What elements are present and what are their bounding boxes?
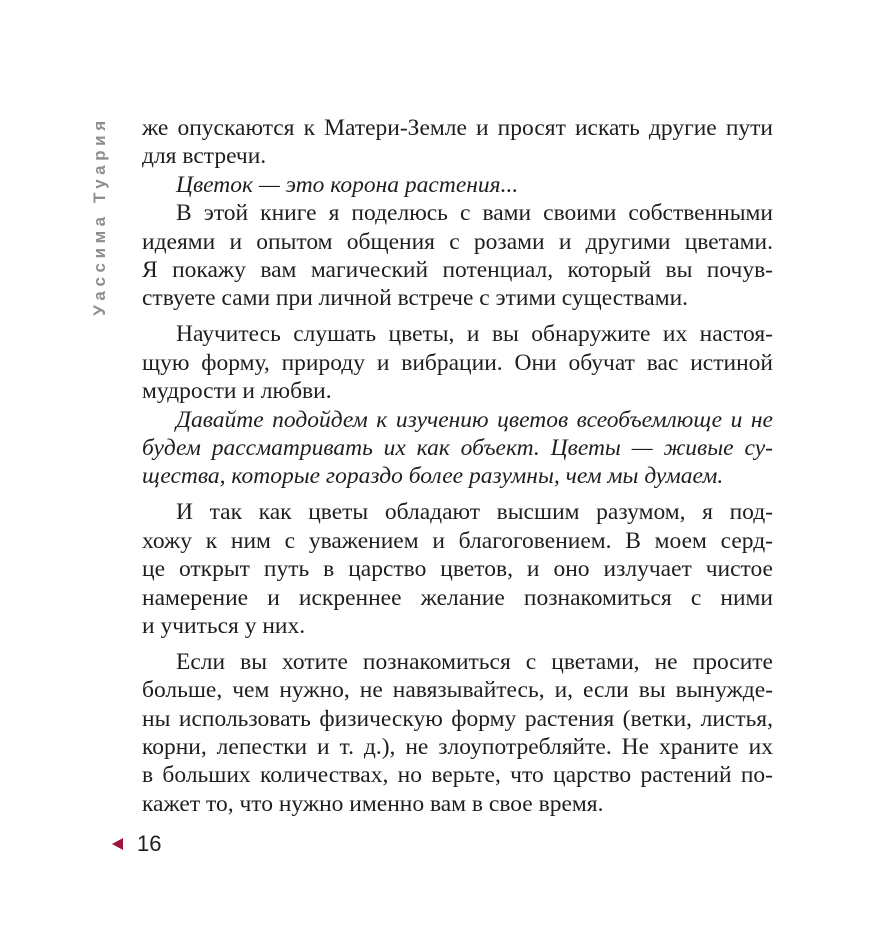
page-footer bbox=[112, 830, 161, 858]
text-line: будем рассматривать их как объект. Цветы — живые су- bbox=[142, 434, 773, 461]
text-line: Цветок — это корона растения... bbox=[176, 171, 519, 198]
text-line: хожу к ним с уважением и благоговением. В моем серд- bbox=[142, 527, 773, 554]
text-line: И так как цветы обладают высшим разумом, я под- bbox=[176, 499, 773, 526]
text-line: же опускаются к Матери-Земле и просят искать другие пути bbox=[142, 115, 773, 141]
text-line: ны использовать физическую форму растения (ветки, листья, bbox=[142, 705, 773, 732]
triangle-left-icon bbox=[112, 838, 123, 850]
text-line: и учиться у них. bbox=[142, 612, 306, 639]
running-head-text: Уассима Туария bbox=[90, 116, 109, 316]
text-line: Научитесь слушать цветы, и вы обнаружите их настоя- bbox=[176, 321, 773, 348]
text-line: больше, чем нужно, не навязывайтесь, и, если вы вынужде- bbox=[142, 677, 773, 704]
text-line: корни, лепестки и т. д.), не злоупотребляйте. Не храните их bbox=[142, 734, 773, 761]
body-text bbox=[142, 114, 773, 818]
text-line: ствуете сами при личной встрече с этими существами. bbox=[142, 285, 689, 312]
text-line: щую форму, природу и вибрации. Они обучат вас истиной bbox=[142, 349, 773, 376]
text-line: в больших количествах, но верьте, что царство растений по- bbox=[142, 762, 773, 789]
text-line: це открыт путь в царство цветов, и оно излучает чистое bbox=[142, 556, 773, 583]
text-line: мудрости и любви. bbox=[142, 378, 332, 405]
text-line: кажет то, что нужно именно вам в свое время. bbox=[142, 790, 604, 817]
text-line: Давайте подойдем к изучению цветов всеобъемлюще и не bbox=[176, 406, 773, 433]
text-line: В этой книге я поделюсь с вами своими собственными bbox=[176, 200, 773, 227]
text-line: щества, которые гораздо более разумны, чем мы думаем. bbox=[142, 463, 724, 490]
page-number: 16 bbox=[137, 831, 162, 856]
text-line: идеями и опытом общения с розами и другими цветами. bbox=[142, 228, 773, 255]
text-line: Я покажу вам магический потенциал, который вы почув- bbox=[142, 257, 773, 284]
text-line: намерение и искреннее желание познакомиться с ними bbox=[142, 584, 773, 611]
text-line: Если вы хотите познакомиться с цветами, не просите bbox=[176, 648, 773, 675]
text-line: для встречи. bbox=[142, 143, 267, 170]
